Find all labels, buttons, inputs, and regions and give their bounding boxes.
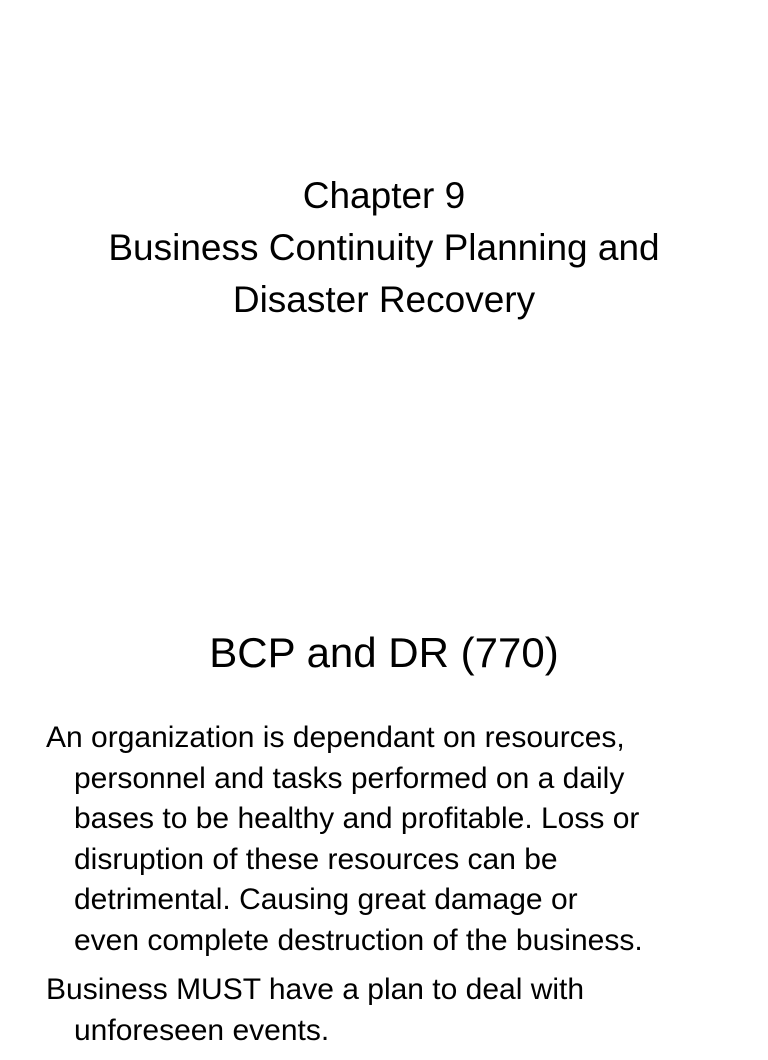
chapter-number: Chapter 9 [302, 175, 466, 216]
paragraph-line: even complete destruction of the business. [74, 923, 643, 957]
paragraph-line: personnel and tasks performed on a daily [74, 761, 625, 795]
paragraph-line: disruption of these resources can be [74, 842, 558, 876]
slide-title: BCP and DR (770) [209, 629, 559, 676]
slide-body [46, 718, 736, 1060]
paragraph-line: detrimental. Causing great damage or [74, 883, 578, 916]
paragraph-line: Business MUST have a plan to deal with [46, 973, 585, 1006]
paragraph-line: bases to be healthy and profitable. Loss or [74, 802, 640, 835]
chapter-title-line-1: Business Continuity Planning and [108, 227, 660, 268]
paragraph [46, 718, 736, 961]
content-slide [0, 576, 768, 1047]
chapter-title-line-2: Disaster Recovery [232, 279, 536, 320]
paragraph-line: unforeseen events. [74, 1013, 330, 1047]
paragraph-line: An organization is dependant on resources, [46, 721, 625, 754]
paragraph [46, 970, 736, 1051]
chapter-title [0, 170, 768, 326]
